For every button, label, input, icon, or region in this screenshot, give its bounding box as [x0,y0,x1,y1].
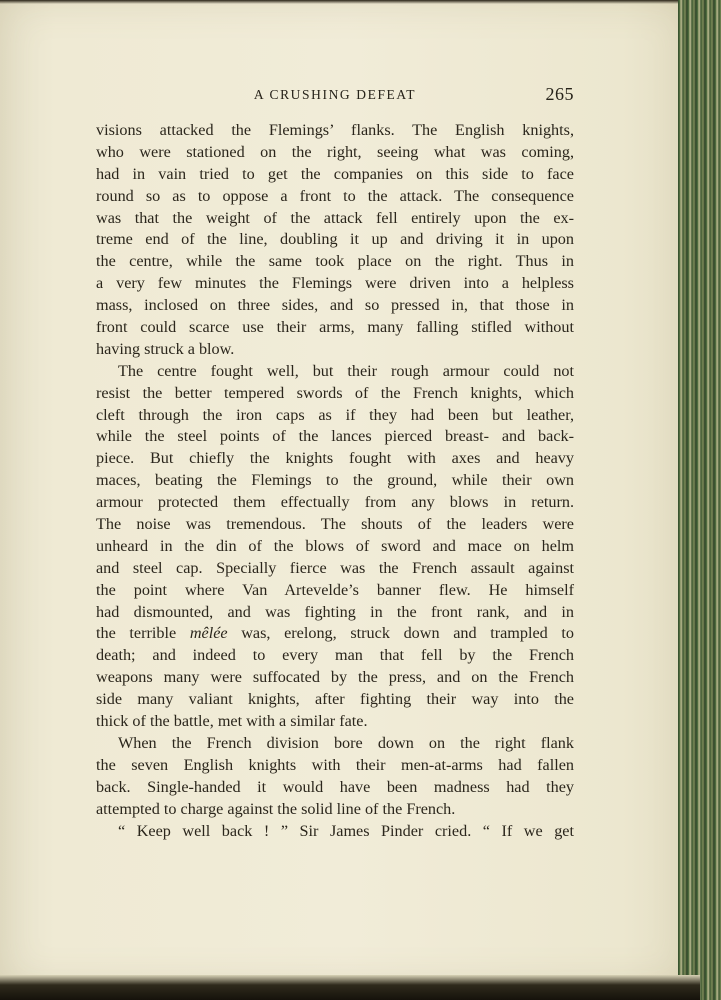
body-text [96,120,574,842]
text-line: death; and indeed to every man that fell by the French [96,646,574,665]
book-bottom-edge [0,975,700,1000]
text-line: attempted to charge against the solid line of the French. [96,799,456,818]
text-line: maces, beating the Flemings to the ground, while their own [96,471,574,490]
text-line: weapons many were suffocated by the press, and on the French [96,668,574,687]
text-segment: was, erelong, struck down and trampled to [227,624,574,643]
text-line: side many valiant knights, after fighting their way into the [96,690,574,709]
text-line: unheard in the din of the blows of sword and mace on helm [96,536,574,555]
text-line: armour protected them effectually from any blows in return. [96,493,574,512]
text-line: “ Keep well back ! ” Sir James Pinder cried. “ If we get [118,821,574,840]
italic-word: mêlée [189,624,228,643]
text-line: resist the better tempered swords of the French knights, which [96,383,574,402]
text-line: was that the weight of the attack fell entirely upon the ex- [96,208,574,227]
text-line: while the steel points of the lances pierced breast- and back- [96,427,574,446]
text-line: the point where Van Artevelde’s banner flew. He himself [96,580,574,599]
running-title: A CRUSHING DEFEAT [253,87,417,102]
text-line: treme end of the line, doubling it up and driving it in upon [96,230,574,249]
text-line: had dismounted, and was fighting in the front rank, and in [96,602,574,621]
text-line: who were stationed on the right, seeing what was coming, [96,142,574,161]
text-line: having struck a blow. [96,339,235,358]
text-line [96,623,574,645]
text-line: visions attacked the Flemings’ flanks. The English knights, [96,121,574,139]
text-line: When the French division bore down on the right flank [118,733,574,752]
text-line: had in vain tried to get the companies on this side to face [96,164,574,183]
text-line: back. Single-handed it would have been madness had they [96,777,574,796]
page-stack-edge [678,0,721,1000]
text-line: The centre fought well, but their rough armour could not [118,361,574,380]
text-line: thick of the battle, met with a similar fate. [96,712,368,731]
page-number: 265 [545,84,574,104]
text-line: the centre, while the same took place on the right. Thus in [96,252,574,271]
text-line: round so as to oppose a front to the attack. The consequence [96,186,574,205]
text-line: cleft through the iron caps as if they had been but leather, [96,405,574,424]
running-head [96,84,574,108]
text-segment: the terrible [96,624,190,643]
text-line: piece. But chiefly the knights fought with axes and heavy [96,449,574,468]
page-top-edge [0,0,692,4]
text-line: and steel cap. Specially fierce was the French assault against [96,558,574,577]
text-line: mass, inclosed on three sides, and so pressed in, that those in [96,296,574,315]
text-line: a very few minutes the Flemings were driven into a helpless [96,274,574,293]
text-line: the seven English knights with their men-at-arms had fallen [96,755,574,774]
text-line: front could scarce use their arms, many falling stifled without [96,318,574,337]
text-line: The noise was tremendous. The shouts of the leaders were [96,515,574,534]
